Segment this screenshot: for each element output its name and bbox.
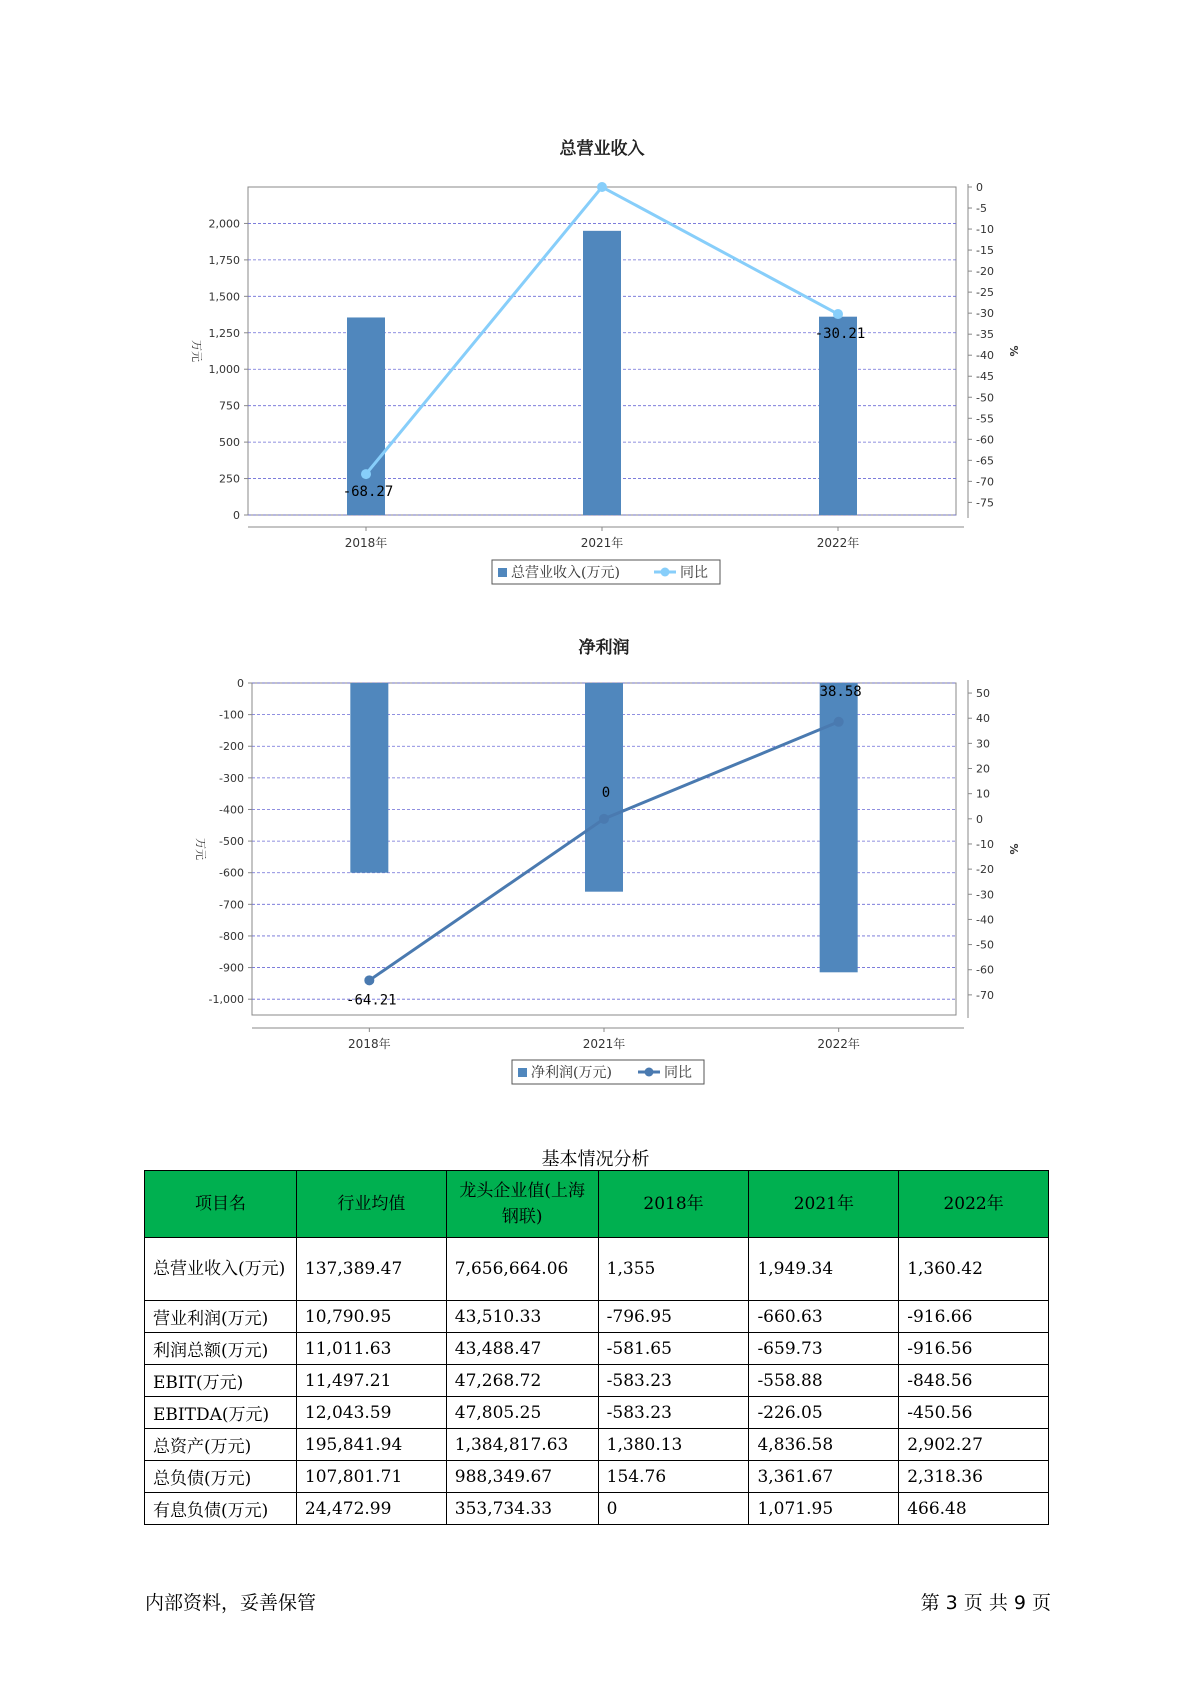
table-caption: 基本情况分析 <box>541 1149 650 1170</box>
table-row <box>145 1493 1049 1525</box>
y-axis-label: 万元 <box>194 838 207 860</box>
table-cell: -226.05 <box>749 1397 899 1429</box>
x-tick-label: 2021年 <box>580 536 624 550</box>
legend-label: 总营业收入(万元) <box>511 565 620 581</box>
table-cell: 107,801.71 <box>296 1461 446 1493</box>
y-tick-label: 1,000 <box>208 363 240 377</box>
table-row <box>145 1301 1049 1333</box>
analysis-table <box>144 1170 1049 1525</box>
footer-confidential-note: 内部资料，妥善保管 <box>145 1592 317 1614</box>
table-cell: 7,656,664.06 <box>446 1238 598 1301</box>
x-tick-label: 2018年 <box>348 1037 391 1051</box>
y-tick-label: -200 <box>219 740 244 754</box>
chart-title: 总营业收入 <box>559 139 645 159</box>
y-tick-label: 2,000 <box>208 217 240 231</box>
table-cell: 1,360.42 <box>899 1238 1049 1301</box>
table-header-cell: 2022年 <box>899 1171 1049 1238</box>
table-cell: 11,011.63 <box>296 1333 446 1365</box>
table-cell: -583.23 <box>598 1397 749 1429</box>
legend-swatch-point <box>661 568 670 577</box>
table-cell: -660.63 <box>749 1301 899 1333</box>
y2-tick-label: -5 <box>976 202 987 216</box>
table-cell: 195,841.94 <box>296 1429 446 1461</box>
series-point <box>833 309 843 319</box>
series-point <box>597 182 607 192</box>
bar <box>819 317 857 515</box>
legend-swatch-bar <box>498 568 507 577</box>
table-row <box>145 1429 1049 1461</box>
y2-tick-label: -20 <box>976 863 994 877</box>
table-cell: 154.76 <box>598 1461 749 1493</box>
y2-tick-label: -60 <box>976 433 994 447</box>
table-cell: 1,071.95 <box>749 1493 899 1525</box>
table-cell: 137,389.47 <box>296 1238 446 1301</box>
table-cell: 47,268.72 <box>446 1365 598 1397</box>
legend-label: 同比 <box>664 1065 692 1081</box>
y-tick-label: -300 <box>219 771 244 785</box>
table-cell: -558.88 <box>749 1365 899 1397</box>
y2-tick-label: -40 <box>976 913 994 927</box>
table-cell: -450.56 <box>899 1397 1049 1429</box>
table-row-label: 营业利润(万元) <box>145 1301 297 1333</box>
table-cell: 43,488.47 <box>446 1333 598 1365</box>
series-point <box>599 814 609 824</box>
table-row <box>145 1238 1049 1301</box>
data-label: -30.21 <box>814 326 866 343</box>
y2-tick-label: -10 <box>976 223 994 237</box>
table-cell: 3,361.67 <box>749 1461 899 1493</box>
y-tick-label: 1,250 <box>208 326 240 340</box>
y2-axis-label: % <box>1007 345 1020 357</box>
y-tick-label: -100 <box>219 708 244 722</box>
y2-tick-label: -45 <box>976 370 994 384</box>
table-body <box>145 1238 1049 1525</box>
y2-tick-label: -30 <box>976 888 994 902</box>
table-cell: 466.48 <box>899 1493 1049 1525</box>
table-cell: -583.23 <box>598 1365 749 1397</box>
y2-tick-label: -65 <box>976 454 994 468</box>
legend-label: 同比 <box>680 565 708 581</box>
y2-tick-label: -35 <box>976 328 994 342</box>
legend-label: 净利润(万元) <box>531 1065 612 1081</box>
y2-tick-label: 10 <box>976 787 990 801</box>
x-tick-label: 2022年 <box>816 536 860 550</box>
y2-axis-label: % <box>1007 843 1020 855</box>
table-cell: 1,380.13 <box>598 1429 749 1461</box>
y2-tick-label: 40 <box>976 712 990 726</box>
y2-tick-label: 0 <box>976 812 983 826</box>
table-cell: 24,472.99 <box>296 1493 446 1525</box>
table-cell: -581.65 <box>598 1333 749 1365</box>
table-row-label: 总资产(万元) <box>145 1429 297 1461</box>
table-row <box>145 1397 1049 1429</box>
table-row-label: 总营业收入(万元) <box>145 1238 297 1301</box>
table-header-cell: 行业均值 <box>296 1171 446 1238</box>
y2-tick-label: -25 <box>976 286 994 300</box>
legend-swatch-point <box>645 1068 654 1077</box>
table-cell: 988,349.67 <box>446 1461 598 1493</box>
y2-tick-label: 20 <box>976 762 990 776</box>
y2-tick-label: -60 <box>976 963 994 977</box>
y2-tick-label: -75 <box>976 496 994 510</box>
data-label: -68.27 <box>342 484 394 501</box>
table-header-cell: 龙头企业值(上海钢联) <box>446 1171 598 1238</box>
table-cell: 1,384,817.63 <box>446 1429 598 1461</box>
y-tick-label: 0 <box>233 509 240 522</box>
table-cell: 11,497.21 <box>296 1365 446 1397</box>
y-tick-label: 750 <box>219 399 240 413</box>
table-row-label: 利润总额(万元) <box>145 1333 297 1365</box>
y2-tick-label: -70 <box>976 988 994 1002</box>
y2-tick-label: -30 <box>976 307 994 321</box>
chart-title: 净利润 <box>578 638 630 658</box>
y-tick-label: 250 <box>219 472 240 486</box>
y-tick-label: -1,000 <box>208 993 244 1007</box>
table-cell: 4,836.58 <box>749 1429 899 1461</box>
y-tick-label: -800 <box>219 929 244 943</box>
table-row-label: EBITDA(万元) <box>145 1397 297 1429</box>
table-cell: -916.56 <box>899 1333 1049 1365</box>
y-tick-label: -700 <box>219 898 244 912</box>
data-label: 0 <box>601 784 611 801</box>
y2-tick-label: -20 <box>976 265 994 279</box>
net-profit-chart-svg <box>0 630 1191 1100</box>
table-row-label: 总负债(万元) <box>145 1461 297 1493</box>
y2-tick-label: 30 <box>976 737 990 751</box>
table-header-row <box>145 1171 1049 1238</box>
table-cell: 1,355 <box>598 1238 749 1301</box>
table-cell: -916.66 <box>899 1301 1049 1333</box>
legend-swatch-bar <box>518 1068 527 1077</box>
series-point <box>364 975 374 985</box>
table-cell: -848.56 <box>899 1365 1049 1397</box>
table-cell: 43,510.33 <box>446 1301 598 1333</box>
table-row-label: EBIT(万元) <box>145 1365 297 1397</box>
table-row <box>145 1365 1049 1397</box>
y-tick-label: 0 <box>237 677 244 690</box>
table-row-label: 有息负债(万元) <box>145 1493 297 1525</box>
y-tick-label: -500 <box>219 835 244 849</box>
data-label: -64.21 <box>346 992 397 1009</box>
y2-tick-label: -10 <box>976 837 994 851</box>
x-tick-label: 2018年 <box>344 536 388 550</box>
table-header-cell: 2021年 <box>749 1171 899 1238</box>
y-tick-label: 1,500 <box>208 290 240 304</box>
table-cell: 2,902.27 <box>899 1429 1049 1461</box>
y-tick-label: 1,750 <box>208 253 240 267</box>
table-cell: 12,043.59 <box>296 1397 446 1429</box>
y-axis-label: 万元 <box>190 340 203 362</box>
table-cell: -659.73 <box>749 1333 899 1365</box>
table-row <box>145 1461 1049 1493</box>
x-tick-label: 2021年 <box>582 1037 626 1051</box>
table-cell: 10,790.95 <box>296 1301 446 1333</box>
data-label: 38.58 <box>819 683 862 700</box>
table-cell: 353,734.33 <box>446 1493 598 1525</box>
y2-tick-label: -55 <box>976 412 994 426</box>
bar <box>350 683 388 873</box>
y-tick-label: -600 <box>219 866 244 880</box>
table-header-cell: 2018年 <box>598 1171 749 1238</box>
y2-tick-label: -50 <box>976 391 994 405</box>
y2-tick-label: -15 <box>976 244 994 258</box>
y2-tick-label: -50 <box>976 938 994 952</box>
table-cell: 0 <box>598 1493 749 1525</box>
net-profit-chart <box>0 630 1191 1100</box>
table-row <box>145 1333 1049 1365</box>
series-point <box>361 469 371 479</box>
series-point <box>834 717 844 727</box>
x-tick-label: 2022年 <box>817 1037 860 1051</box>
y-tick-label: -900 <box>219 961 244 975</box>
y2-tick-label: 50 <box>976 687 990 701</box>
y2-tick-label: 0 <box>976 181 983 194</box>
table-cell: 47,805.25 <box>446 1397 598 1429</box>
table-cell: -796.95 <box>598 1301 749 1333</box>
table-cell: 2,318.36 <box>899 1461 1049 1493</box>
table-cell: 1,949.34 <box>749 1238 899 1301</box>
y2-tick-label: -70 <box>976 475 994 489</box>
y-tick-label: -400 <box>219 803 244 817</box>
y-tick-label: 500 <box>219 436 240 450</box>
footer-page-number: 第 3 页 共 9 页 <box>920 1592 1051 1614</box>
revenue-chart-svg <box>0 130 1191 600</box>
y2-tick-label: -40 <box>976 349 994 363</box>
table-header-cell: 项目名 <box>145 1171 297 1238</box>
revenue-chart <box>0 130 1191 600</box>
bar <box>583 231 621 515</box>
